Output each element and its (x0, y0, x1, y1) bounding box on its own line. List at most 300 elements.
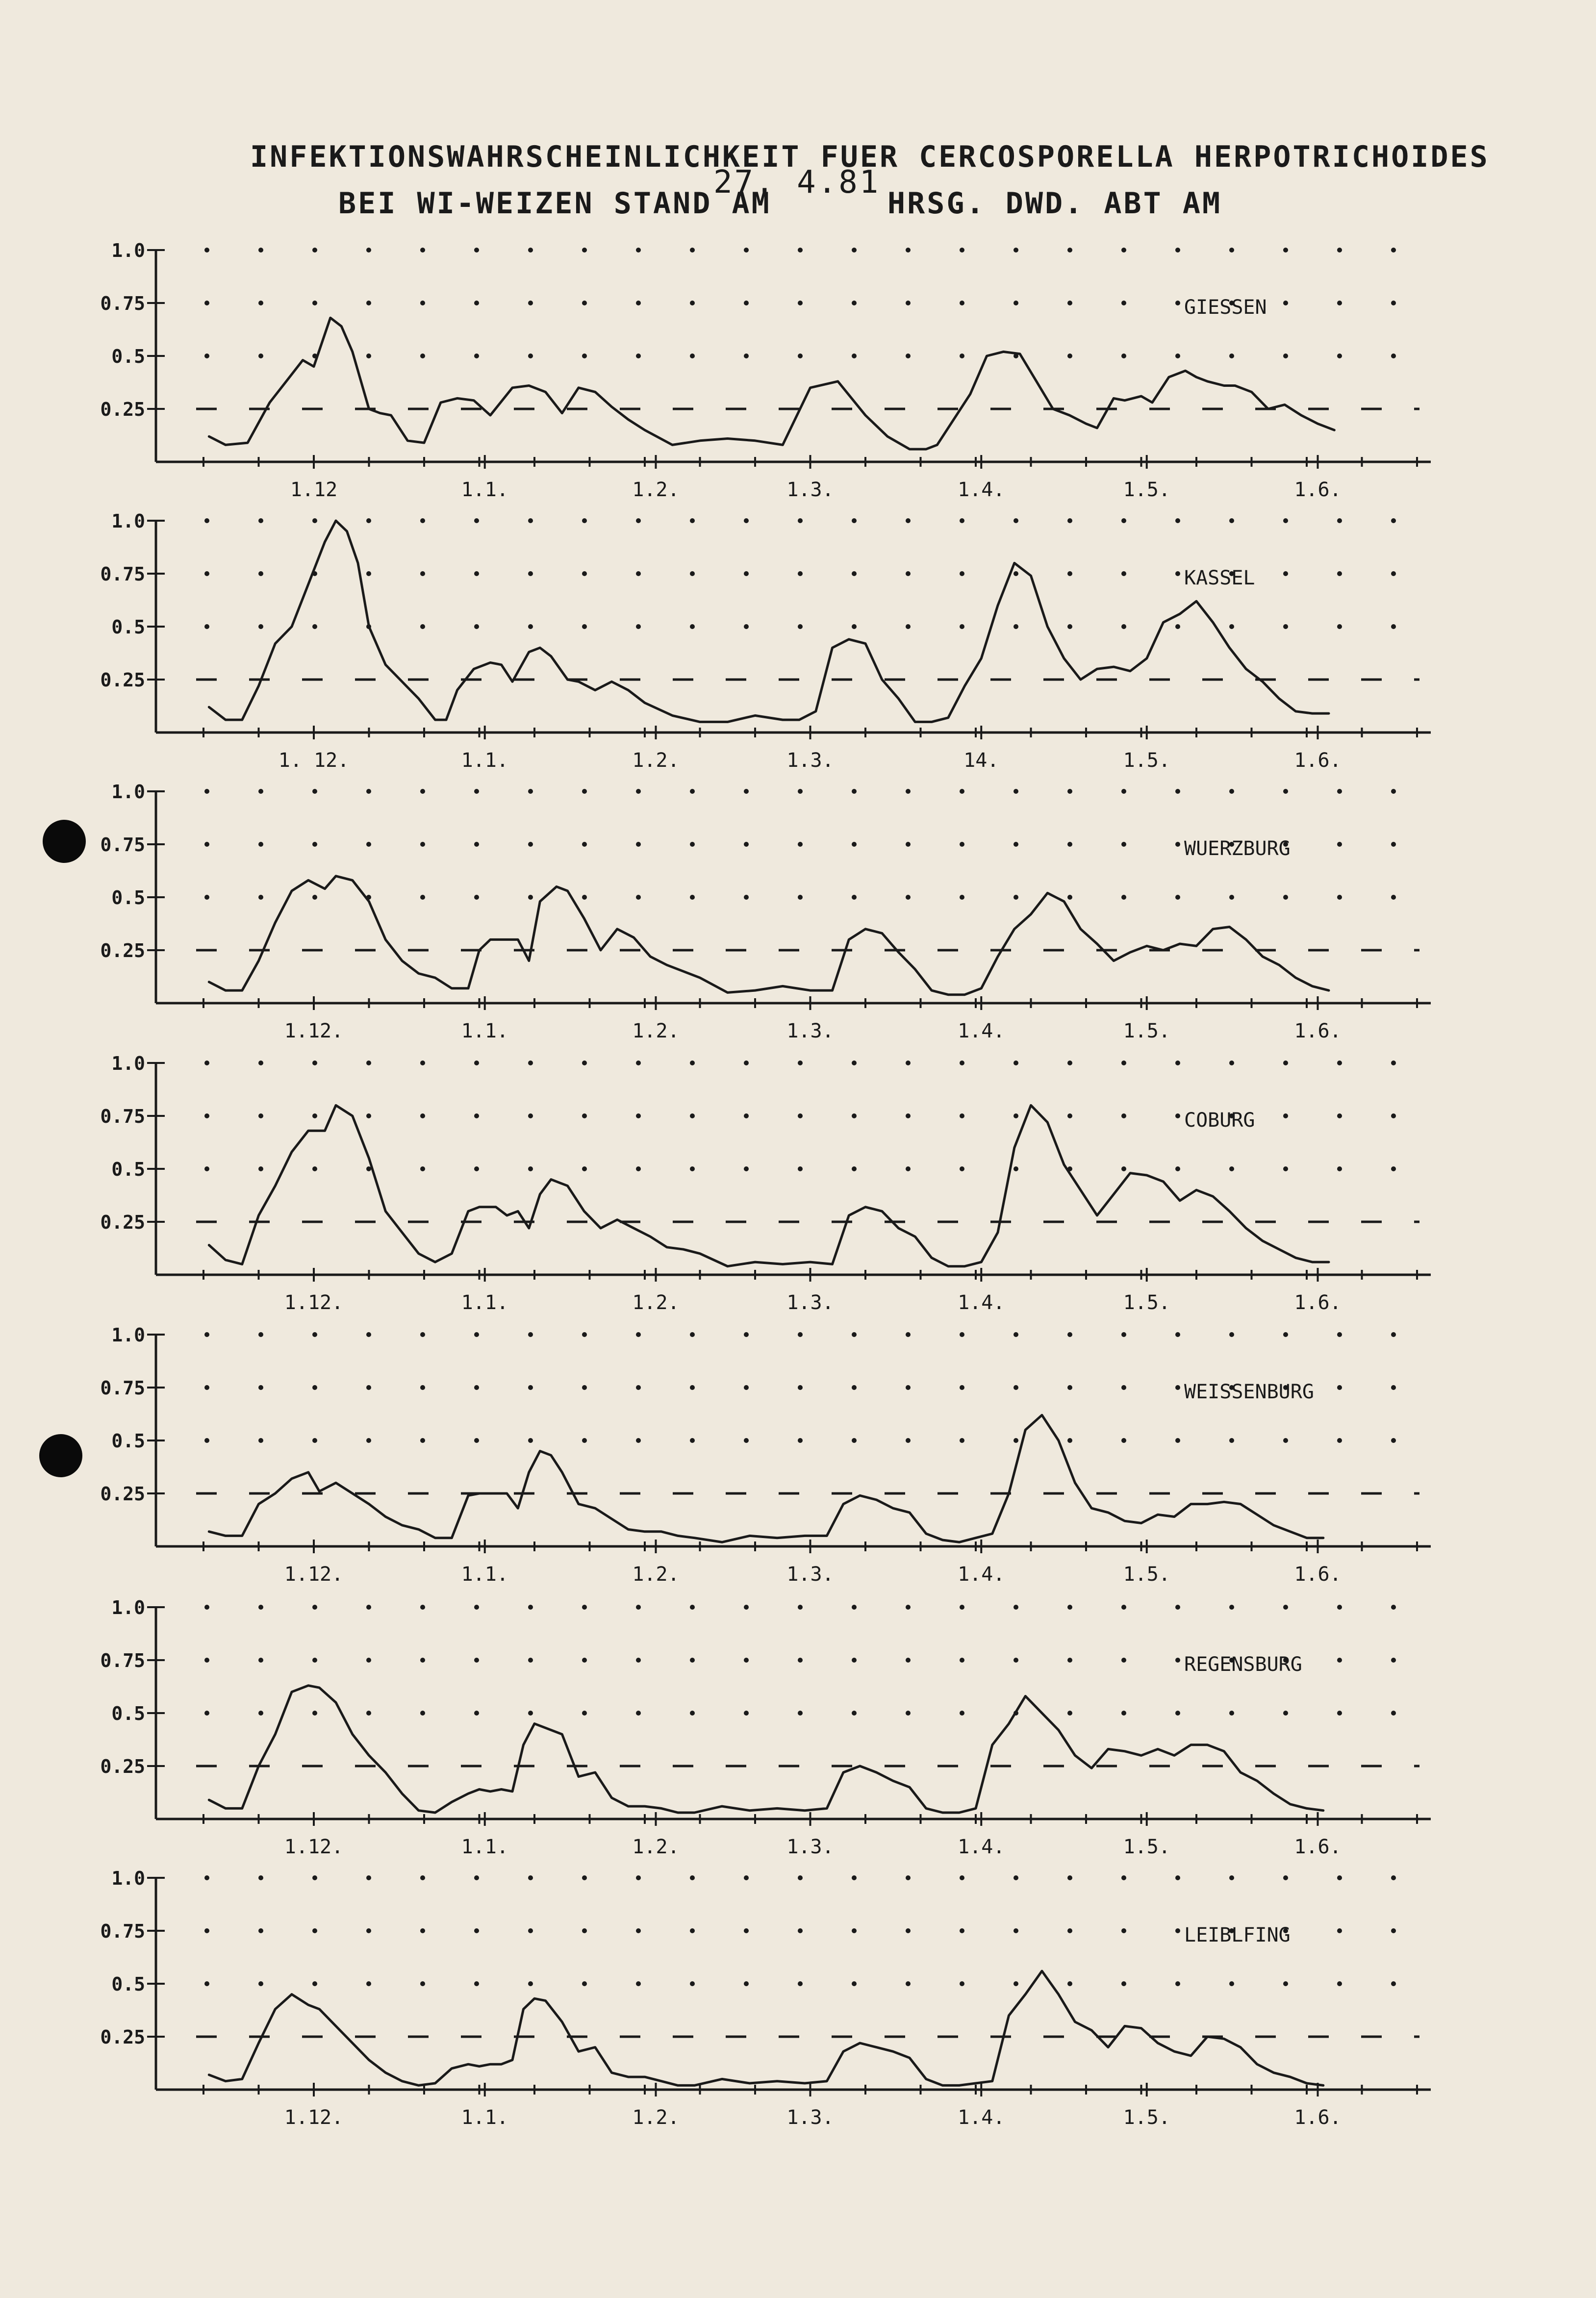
weissenburg-grid-dot (366, 1332, 371, 1337)
coburg-grid-dot (258, 1166, 263, 1171)
coburg-grid-dot (1175, 1061, 1180, 1065)
wuerzburg-grid-dot (582, 789, 587, 794)
regensburg-y-tick-label: 1.0 (111, 1597, 145, 1618)
regensburg-grid-dot (744, 1658, 749, 1663)
kassel-grid-dot (420, 624, 425, 629)
coburg-grid-dot (366, 1113, 371, 1118)
leiblfing-grid-dot (1229, 1875, 1234, 1880)
regensburg-grid-dot (1229, 1605, 1234, 1610)
leiblfing-grid-dot (636, 1928, 641, 1933)
coburg-grid-dot (1283, 1061, 1288, 1065)
weissenburg-grid-dot (960, 1385, 964, 1390)
kassel-grid-dot (1337, 571, 1342, 576)
giessen-grid-dot (960, 248, 964, 253)
giessen-grid-dot (1175, 301, 1180, 305)
leiblfing-grid-dot (204, 1875, 209, 1880)
regensburg-grid-dot (474, 1711, 479, 1716)
giessen-grid-dot (474, 301, 479, 305)
giessen-grid-dot (474, 248, 479, 253)
leiblfing-grid-dot (366, 1981, 371, 1986)
coburg-grid-dot (906, 1166, 911, 1171)
kassel-grid-dot (474, 518, 479, 523)
kassel-x-tick-label: 14. (963, 749, 999, 772)
wuerzburg-grid-dot (204, 842, 209, 847)
kassel-grid-dot (1175, 571, 1180, 576)
leiblfing-grid-dot (582, 1981, 587, 1986)
kassel-grid-dot (852, 624, 857, 629)
giessen-grid-dot (204, 248, 209, 253)
coburg-grid-dot (744, 1166, 749, 1171)
leiblfing-grid-dot (204, 1981, 209, 1986)
kassel-station-label: KASSEL (1184, 567, 1255, 589)
regensburg-grid-dot (690, 1711, 695, 1716)
regensburg-grid-dot (798, 1711, 803, 1716)
regensburg-grid-dot (312, 1605, 317, 1610)
leiblfing-grid-dot (852, 1928, 857, 1933)
weissenburg-grid-dot (1175, 1385, 1180, 1390)
leiblfing-grid-dot (744, 1928, 749, 1933)
coburg-x-tick-label: 1.6. (1294, 1291, 1342, 1314)
weissenburg-grid-dot (1391, 1332, 1396, 1337)
regensburg-grid-dot (1283, 1711, 1288, 1716)
kassel-grid-dot (1067, 571, 1072, 576)
regensburg-grid-dot (1391, 1658, 1396, 1663)
giessen-grid-dot (1229, 354, 1234, 358)
leiblfing-grid-dot (1175, 1928, 1180, 1933)
wuerzburg-grid-dot (906, 842, 911, 847)
weissenburg-grid-dot (1067, 1332, 1072, 1337)
coburg-grid-dot (366, 1061, 371, 1065)
giessen-grid-dot (852, 248, 857, 253)
weissenburg-grid-dot (1391, 1385, 1396, 1390)
regensburg-grid-dot (1121, 1711, 1126, 1716)
regensburg-x-tick-label: 1.4. (958, 1836, 1005, 1858)
wuerzburg-grid-dot (420, 842, 425, 847)
regensburg-grid-dot (960, 1605, 964, 1610)
wuerzburg-grid-dot (1121, 789, 1126, 794)
kassel-grid-dot (960, 571, 964, 576)
giessen-grid-dot (258, 301, 263, 305)
kassel-grid-dot (204, 571, 209, 576)
kassel-y-tick-label: 0.25 (100, 669, 145, 691)
leiblfing-x-tick-label: 1.6. (1294, 2106, 1342, 2129)
leiblfing-grid-dot (690, 1875, 695, 1880)
giessen-grid-dot (960, 354, 964, 358)
giessen-y-tick-label: 0.75 (100, 293, 145, 314)
leiblfing-x-tick-label: 1.12. (284, 2106, 344, 2129)
leiblfing-grid-dot (1229, 1981, 1234, 1986)
wuerzburg-grid-dot (312, 842, 317, 847)
regensburg-x-tick-label: 1.12. (284, 1836, 344, 1858)
punch-hole-top (43, 820, 86, 863)
giessen-grid-dot (528, 354, 533, 358)
leiblfing-grid-dot (312, 1875, 317, 1880)
weissenburg-grid-dot (312, 1438, 317, 1443)
wuerzburg-grid-dot (582, 895, 587, 900)
kassel-grid-dot (1337, 518, 1342, 523)
giessen-grid-dot (204, 301, 209, 305)
coburg-grid-dot (1175, 1113, 1180, 1118)
weissenburg-grid-dot (1337, 1385, 1342, 1390)
kassel-grid-dot (1013, 518, 1018, 523)
wuerzburg-grid-dot (1229, 895, 1234, 900)
weissenburg-y-tick-label: 0.5 (111, 1430, 145, 1452)
leiblfing-grid-dot (366, 1928, 371, 1933)
giessen-grid-dot (1121, 354, 1126, 358)
giessen-grid-dot (1229, 248, 1234, 253)
weissenburg-grid-dot (960, 1438, 964, 1443)
kassel-grid-dot (636, 518, 641, 523)
leiblfing-grid-dot (1391, 1981, 1396, 1986)
giessen-grid-dot (1337, 248, 1342, 253)
leiblfing-grid-dot (1391, 1875, 1396, 1880)
kassel-grid-dot (258, 518, 263, 523)
weissenburg-grid-dot (204, 1385, 209, 1390)
weissenburg-grid-dot (258, 1438, 263, 1443)
weissenburg-grid-dot (582, 1438, 587, 1443)
leiblfing-grid-dot (852, 1875, 857, 1880)
coburg-grid-dot (528, 1166, 533, 1171)
wuerzburg-grid-dot (1283, 895, 1288, 900)
leiblfing-grid-dot (474, 1928, 479, 1933)
regensburg-grid-dot (366, 1711, 371, 1716)
giessen-grid-dot (1337, 301, 1342, 305)
regensburg-x-tick-label: 1.2. (632, 1836, 680, 1858)
coburg-grid-dot (960, 1061, 964, 1065)
coburg-grid-dot (1391, 1166, 1396, 1171)
wuerzburg-grid-dot (1013, 842, 1018, 847)
leiblfing-grid-dot (636, 1875, 641, 1880)
leiblfing-grid-dot (798, 1875, 803, 1880)
giessen-grid-dot (1283, 301, 1288, 305)
coburg-grid-dot (312, 1061, 317, 1065)
coburg-grid-dot (1121, 1061, 1126, 1065)
weissenburg-grid-dot (1067, 1385, 1072, 1390)
regensburg-grid-dot (1175, 1658, 1180, 1663)
kassel-grid-dot (852, 518, 857, 523)
leiblfing-grid-dot (474, 1981, 479, 1986)
regensburg-x-tick-label: 1.1. (461, 1836, 508, 1858)
weissenburg-grid-dot (1283, 1438, 1288, 1443)
coburg-grid-dot (1121, 1113, 1126, 1118)
regensburg-x-tick-label: 1.5. (1123, 1836, 1170, 1858)
wuerzburg-grid-dot (1337, 789, 1342, 794)
weissenburg-grid-dot (744, 1385, 749, 1390)
coburg-grid-dot (1229, 1061, 1234, 1065)
kassel-grid-dot (582, 518, 587, 523)
coburg-grid-dot (798, 1061, 803, 1065)
kassel-grid-dot (960, 518, 964, 523)
leiblfing-grid-dot (960, 1981, 964, 1986)
coburg-grid-dot (1337, 1061, 1342, 1065)
leiblfing-y-tick-label: 0.75 (100, 1920, 145, 1942)
coburg-y-tick-label: 0.5 (111, 1159, 145, 1180)
leiblfing-grid-dot (420, 1928, 425, 1933)
wuerzburg-x-tick-label: 1.3. (786, 1020, 834, 1042)
coburg-grid-dot (474, 1166, 479, 1171)
wuerzburg-grid-dot (1175, 895, 1180, 900)
giessen-grid-dot (636, 248, 641, 253)
coburg-grid-dot (1337, 1166, 1342, 1171)
coburg-grid-dot (1337, 1113, 1342, 1118)
kassel-grid-dot (690, 518, 695, 523)
giessen-grid-dot (1283, 248, 1288, 253)
wuerzburg-y-tick-label: 0.25 (100, 940, 145, 961)
kassel-grid-dot (1283, 518, 1288, 523)
kassel-grid-dot (1229, 518, 1234, 523)
wuerzburg-x-tick-label: 1.4. (958, 1020, 1005, 1042)
coburg-grid-dot (1283, 1166, 1288, 1171)
kassel-y-tick-label: 1.0 (111, 510, 145, 532)
kassel-grid-dot (1283, 571, 1288, 576)
giessen-x-tick-label: 1.3. (786, 479, 834, 501)
wuerzburg-grid-dot (258, 895, 263, 900)
wuerzburg-grid-dot (852, 789, 857, 794)
weissenburg-grid-dot (1067, 1438, 1072, 1443)
coburg-grid-dot (636, 1113, 641, 1118)
coburg-grid-dot (312, 1166, 317, 1171)
wuerzburg-grid-dot (474, 895, 479, 900)
giessen-grid-dot (852, 354, 857, 358)
weissenburg-grid-dot (204, 1332, 209, 1337)
weissenburg-grid-dot (906, 1332, 911, 1337)
weissenburg-grid-dot (1175, 1438, 1180, 1443)
regensburg-grid-dot (1067, 1605, 1072, 1610)
leiblfing-grid-dot (690, 1981, 695, 1986)
leiblfing-grid-dot (1337, 1981, 1342, 1986)
giessen-grid-dot (744, 248, 749, 253)
giessen-grid-dot (906, 301, 911, 305)
wuerzburg-grid-dot (204, 789, 209, 794)
coburg-grid-dot (744, 1113, 749, 1118)
coburg-grid-dot (258, 1113, 263, 1118)
giessen-x-tick-label: 1.6. (1294, 479, 1342, 501)
wuerzburg-grid-dot (582, 842, 587, 847)
weissenburg-grid-dot (1337, 1438, 1342, 1443)
wuerzburg-grid-dot (1121, 842, 1126, 847)
leiblfing-grid-dot (1391, 1928, 1396, 1933)
leiblfing-grid-dot (1067, 1981, 1072, 1986)
weissenburg-grid-dot (1229, 1332, 1234, 1337)
weissenburg-x-tick-label: 1.5. (1123, 1563, 1170, 1586)
kassel-infection-curve (209, 521, 1329, 722)
coburg-x-tick-label: 1.12. (284, 1291, 344, 1314)
leiblfing-y-tick-label: 0.5 (111, 1973, 145, 1995)
leiblfing-grid-dot (636, 1981, 641, 1986)
kassel-grid-dot (744, 624, 749, 629)
wuerzburg-grid-dot (1391, 895, 1396, 900)
regensburg-y-tick-label: 0.75 (100, 1650, 145, 1671)
giessen-grid-dot (1067, 248, 1072, 253)
weissenburg-grid-dot (906, 1385, 911, 1390)
weissenburg-grid-dot (420, 1332, 425, 1337)
kassel-grid-dot (258, 624, 263, 629)
regensburg-grid-dot (420, 1711, 425, 1716)
wuerzburg-x-tick-label: 1.5. (1123, 1020, 1170, 1042)
giessen-grid-dot (582, 248, 587, 253)
coburg-grid-dot (744, 1061, 749, 1065)
coburg-grid-dot (528, 1061, 533, 1065)
coburg-grid-dot (582, 1166, 587, 1171)
wuerzburg-x-tick-label: 1.12. (284, 1020, 344, 1042)
giessen-grid-dot (366, 354, 371, 358)
weissenburg-grid-dot (312, 1332, 317, 1337)
coburg-grid-dot (906, 1113, 911, 1118)
coburg-grid-dot (636, 1061, 641, 1065)
weissenburg-grid-dot (420, 1438, 425, 1443)
weissenburg-grid-dot (1283, 1332, 1288, 1337)
leiblfing-grid-dot (744, 1981, 749, 1986)
leiblfing-grid-dot (1337, 1928, 1342, 1933)
report-date: 27. 4.81 (713, 164, 881, 201)
wuerzburg-x-tick-label: 1.1. (461, 1020, 508, 1042)
regensburg-grid-dot (1121, 1605, 1126, 1610)
weissenburg-y-tick-label: 0.25 (100, 1483, 145, 1505)
kassel-grid-dot (204, 624, 209, 629)
leiblfing-grid-dot (1175, 1875, 1180, 1880)
weissenburg-y-tick-label: 0.75 (100, 1377, 145, 1399)
wuerzburg-grid-dot (1013, 895, 1018, 900)
weissenburg-grid-dot (1013, 1385, 1018, 1390)
weissenburg-grid-dot (960, 1332, 964, 1337)
coburg-grid-dot (690, 1113, 695, 1118)
regensburg-grid-dot (1067, 1711, 1072, 1716)
wuerzburg-grid-dot (474, 842, 479, 847)
kassel-x-tick-label: 1.2. (632, 749, 680, 772)
leiblfing-grid-dot (1013, 1928, 1018, 1933)
kassel-grid-dot (690, 571, 695, 576)
giessen-y-tick-label: 0.25 (100, 399, 145, 420)
wuerzburg-grid-dot (1175, 789, 1180, 794)
giessen-grid-dot (474, 354, 479, 358)
wuerzburg-grid-dot (960, 895, 964, 900)
coburg-grid-dot (312, 1113, 317, 1118)
leiblfing-grid-dot (906, 1875, 911, 1880)
coburg-grid-dot (852, 1061, 857, 1065)
weissenburg-grid-dot (690, 1438, 695, 1443)
giessen-x-tick-label: 1.1. (461, 479, 508, 501)
wuerzburg-grid-dot (366, 842, 371, 847)
kassel-x-tick-label: 1. 12. (278, 749, 350, 772)
coburg-grid-dot (474, 1113, 479, 1118)
regensburg-grid-dot (420, 1658, 425, 1663)
regensburg-grid-dot (798, 1605, 803, 1610)
giessen-grid-dot (636, 301, 641, 305)
regensburg-grid-dot (204, 1711, 209, 1716)
wuerzburg-grid-dot (528, 895, 533, 900)
kassel-grid-dot (1121, 518, 1126, 523)
coburg-grid-dot (960, 1113, 964, 1118)
leiblfing-grid-dot (1013, 1981, 1018, 1986)
regensburg-infection-curve (209, 1686, 1323, 1813)
giessen-grid-dot (1067, 301, 1072, 305)
weissenburg-grid-dot (366, 1438, 371, 1443)
kassel-grid-dot (366, 518, 371, 523)
leiblfing-grid-dot (1067, 1875, 1072, 1880)
weissenburg-grid-dot (312, 1385, 317, 1390)
weissenburg-grid-dot (690, 1385, 695, 1390)
kassel-grid-dot (420, 518, 425, 523)
wuerzburg-grid-dot (1121, 895, 1126, 900)
giessen-grid-dot (312, 248, 317, 253)
coburg-x-tick-label: 1.5. (1123, 1291, 1170, 1314)
regensburg-x-tick-label: 1.3. (786, 1836, 834, 1858)
leiblfing-grid-dot (690, 1928, 695, 1933)
kassel-grid-dot (1067, 624, 1072, 629)
leiblfing-x-tick-label: 1.2. (632, 2106, 680, 2129)
coburg-x-tick-label: 1.2. (632, 1291, 680, 1314)
weissenburg-grid-dot (1013, 1332, 1018, 1337)
weissenburg-grid-dot (1121, 1385, 1126, 1390)
leiblfing-grid-dot (528, 1875, 533, 1880)
leiblfing-grid-dot (474, 1875, 479, 1880)
regensburg-grid-dot (1337, 1711, 1342, 1716)
regensburg-grid-dot (528, 1658, 533, 1663)
coburg-grid-dot (1391, 1113, 1396, 1118)
kassel-grid-dot (744, 518, 749, 523)
kassel-grid-dot (744, 571, 749, 576)
weissenburg-grid-dot (852, 1438, 857, 1443)
leiblfing-x-tick-label: 1.1. (461, 2106, 508, 2129)
coburg-y-tick-label: 0.75 (100, 1106, 145, 1127)
wuerzburg-grid-dot (420, 789, 425, 794)
kassel-grid-dot (474, 624, 479, 629)
weissenburg-grid-dot (1121, 1438, 1126, 1443)
giessen-grid-dot (420, 301, 425, 305)
regensburg-grid-dot (852, 1658, 857, 1663)
wuerzburg-grid-dot (312, 789, 317, 794)
coburg-grid-dot (1067, 1113, 1072, 1118)
regensburg-grid-dot (906, 1605, 911, 1610)
leiblfing-grid-dot (1175, 1981, 1180, 1986)
weissenburg-grid-dot (474, 1332, 479, 1337)
coburg-grid-dot (636, 1166, 641, 1171)
regensburg-grid-dot (1121, 1658, 1126, 1663)
regensburg-grid-dot (312, 1711, 317, 1716)
weissenburg-grid-dot (744, 1332, 749, 1337)
kassel-grid-dot (798, 571, 803, 576)
wuerzburg-grid-dot (960, 789, 964, 794)
weissenburg-grid-dot (528, 1438, 533, 1443)
giessen-grid-dot (1121, 301, 1126, 305)
kassel-grid-dot (1229, 624, 1234, 629)
coburg-grid-dot (690, 1166, 695, 1171)
regensburg-x-tick-label: 1.6. (1294, 1836, 1342, 1858)
giessen-grid-dot (852, 301, 857, 305)
wuerzburg-grid-dot (906, 789, 911, 794)
regensburg-grid-dot (960, 1658, 964, 1663)
giessen-grid-dot (1013, 301, 1018, 305)
coburg-grid-dot (204, 1061, 209, 1065)
kassel-x-tick-label: 1.1. (461, 749, 508, 772)
kassel-grid-dot (1283, 624, 1288, 629)
regensburg-grid-dot (636, 1658, 641, 1663)
wuerzburg-grid-dot (366, 789, 371, 794)
coburg-grid-dot (528, 1113, 533, 1118)
kassel-grid-dot (1121, 571, 1126, 576)
regensburg-grid-dot (960, 1711, 964, 1716)
coburg-grid-dot (1013, 1061, 1018, 1065)
wuerzburg-grid-dot (852, 895, 857, 900)
weissenburg-grid-dot (1229, 1438, 1234, 1443)
kassel-grid-dot (312, 624, 317, 629)
giessen-grid-dot (636, 354, 641, 358)
title-line-2-suffix: HRSG. DWD. ABT AM (887, 186, 1222, 221)
regensburg-grid-dot (744, 1605, 749, 1610)
kassel-grid-dot (258, 571, 263, 576)
weissenburg-grid-dot (1175, 1332, 1180, 1337)
kassel-y-tick-label: 0.75 (100, 563, 145, 585)
